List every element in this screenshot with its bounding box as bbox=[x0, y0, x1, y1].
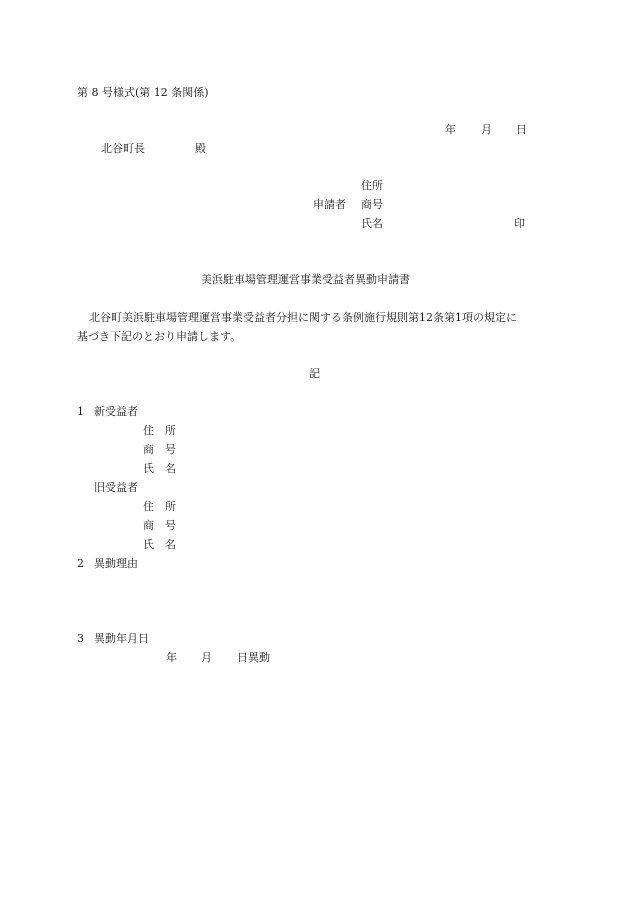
seal-mark: 印 bbox=[514, 217, 525, 230]
change-date-day-change: 日異動 bbox=[237, 651, 270, 664]
body-text-line-1: 北谷町美浜駐車場管理運営事業受益者分担に関する条例施行規則第12条第1項の規定に bbox=[89, 311, 517, 324]
old-name-label: 氏 名 bbox=[143, 538, 176, 551]
old-trade-name-label: 商 号 bbox=[143, 519, 176, 532]
new-trade-name-label: 商 号 bbox=[143, 443, 176, 456]
old-address-label: 住 所 bbox=[143, 500, 176, 513]
section-2-number: 2 bbox=[77, 557, 84, 570]
section-1-new-beneficiary-label: 新受益者 bbox=[94, 405, 138, 418]
applicant-name-label: 氏名 bbox=[361, 217, 383, 230]
section-1-number: 1 bbox=[77, 405, 84, 418]
new-address-label: 住 所 bbox=[143, 424, 176, 437]
form-number: 第 8 号様式(第 12 条関係) bbox=[77, 86, 209, 99]
body-text-line-2: 基づき下記のとおり申請します。 bbox=[77, 330, 242, 343]
applicant-trade-name-label: 商号 bbox=[361, 198, 383, 211]
change-date-year: 年 bbox=[166, 651, 177, 664]
date-day-label: 日 bbox=[516, 123, 527, 136]
document-title: 美浜駐車場管理運営事業受益者異動申請書 bbox=[201, 273, 410, 286]
section-1-old-beneficiary-label: 旧受益者 bbox=[94, 481, 138, 494]
change-date-month: 月 bbox=[201, 651, 212, 664]
ki-heading: 記 bbox=[309, 367, 320, 380]
section-2-change-reason-label: 異動理由 bbox=[94, 557, 138, 570]
date-year-label: 年 bbox=[445, 123, 456, 136]
date-month-label: 月 bbox=[481, 123, 492, 136]
applicant-label: 申請者 bbox=[313, 198, 346, 211]
section-3-number: 3 bbox=[77, 632, 84, 645]
applicant-address-label: 住所 bbox=[361, 179, 383, 192]
new-name-label: 氏 名 bbox=[143, 462, 176, 475]
addressee-name: 北谷町長 bbox=[101, 142, 145, 155]
addressee-honorific: 殿 bbox=[195, 142, 206, 155]
section-3-change-date-label: 異動年月日 bbox=[94, 632, 149, 645]
